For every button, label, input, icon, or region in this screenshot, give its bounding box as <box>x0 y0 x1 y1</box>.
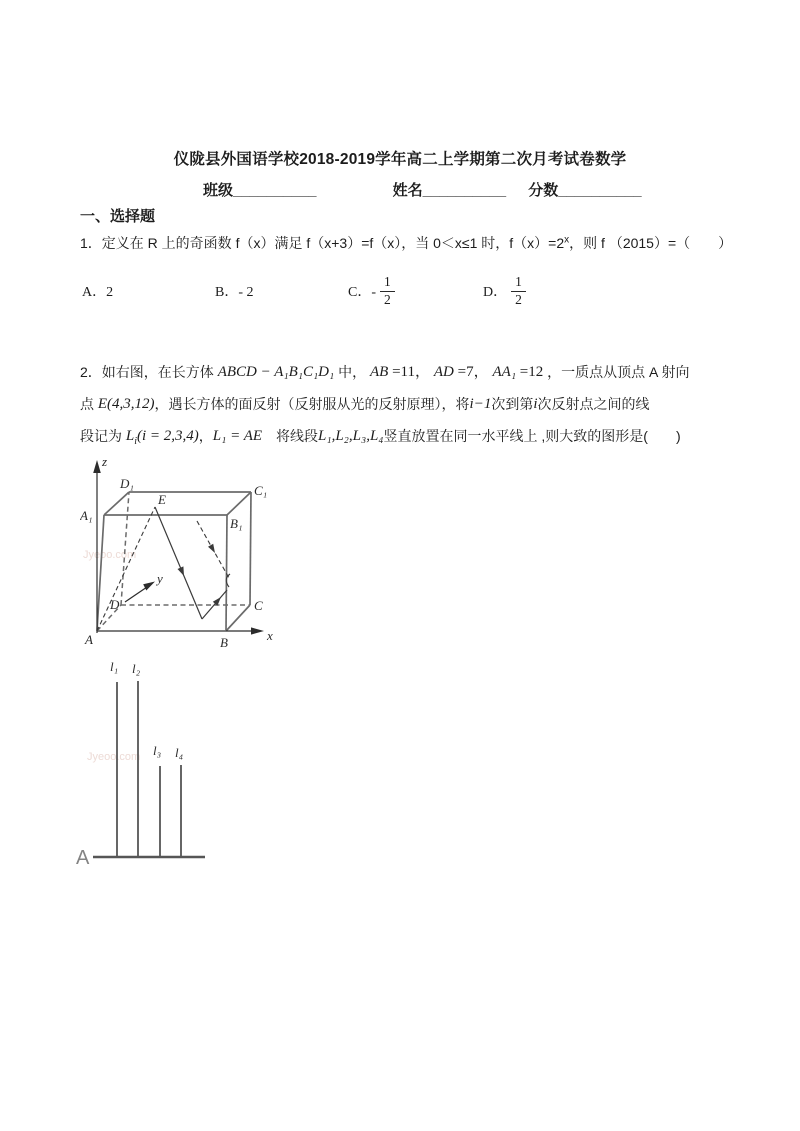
q1-option-d-fraction <box>511 275 526 308</box>
segment-bars <box>117 681 181 857</box>
q1-option-d <box>483 268 526 314</box>
q2-math: L <box>125 428 135 444</box>
q2-line-3 <box>80 420 760 452</box>
vertex-label-d: D <box>110 597 120 612</box>
label-l2: l₂ <box>132 661 141 676</box>
q2-text: ，一质点从顶点 A 射向 <box>547 364 690 380</box>
q2-math: i <box>533 396 538 412</box>
q2-math-subscript: i <box>134 436 138 447</box>
q2-math: E(4,3,12) <box>97 396 155 412</box>
exam-title: 仪陇县外国语学校2018-2019学年高二上学期第二次月考试卷数学 <box>173 151 627 168</box>
option-a-figure <box>75 645 375 873</box>
q2-text: 次反射点之间的线 <box>537 396 650 412</box>
q2-text: ，遇长方体的面反射（反射服从光的反射原理），将 <box>154 396 470 412</box>
q2-line-2 <box>80 388 760 420</box>
q1-option-a: A．2 <box>82 285 114 300</box>
q2-text: 次到第 <box>491 396 534 412</box>
q2-line-1 <box>80 356 760 388</box>
q2-math: L₁,L₂,L₃,L₄ <box>318 428 384 444</box>
q2-math: (i = 2,3,4) <box>137 428 199 444</box>
vertex-label-b1: B₁ <box>230 516 243 531</box>
light-ray-path <box>97 507 230 631</box>
option-a-label: A <box>76 847 90 869</box>
q2-text: 2．如右图，在长方体 <box>80 364 214 380</box>
q1-text-2: ，则 f （2015）=（ ） <box>569 235 733 251</box>
q1-option-c-fraction <box>380 275 395 308</box>
q1-option-b: B．- 2 <box>215 285 254 300</box>
score-field: 分数__________ <box>528 182 642 199</box>
q2-math: i−1 <box>469 396 492 412</box>
cuboid-figure <box>80 450 280 655</box>
label-l4: l₄ <box>175 745 184 760</box>
q2-text: 将线段 <box>262 428 319 444</box>
q2-text: 中， <box>338 364 367 380</box>
q1-text-1: 1．定义在 R 上的奇函数 f（x）满足 f（x+3）=f（x），当 0＜x≤1 时，f（x）=2 <box>80 235 565 251</box>
class-field: 班级__________ <box>203 182 317 199</box>
q2-text: 段记为 <box>80 428 126 444</box>
q1-option-c-prefix: C．- <box>348 285 376 300</box>
point-label-e: E <box>158 492 166 507</box>
vertex-label-a1: A₁ <box>80 508 93 523</box>
fraction-denominator: 2 <box>384 291 391 307</box>
vertex-label-b: B <box>220 635 228 650</box>
q2-text: ， <box>198 428 213 444</box>
cuboid-visible-edges <box>97 492 251 631</box>
label-l1: l₁ <box>110 659 119 674</box>
q2-math: AD <box>433 364 454 380</box>
axis-label-z: z <box>102 454 108 469</box>
section-heading: 一、选择题 <box>80 208 156 225</box>
fraction-denominator: 2 <box>515 291 522 307</box>
q2-text: 点 <box>80 396 98 412</box>
name-field: 姓名__________ <box>392 182 507 199</box>
vertex-label-c1: C₁ <box>254 483 268 498</box>
q2-math: =11， <box>388 364 430 380</box>
axis-label-y: y <box>157 571 163 586</box>
q1-superscript: x <box>564 234 570 246</box>
fraction-numerator: 1 <box>511 275 526 292</box>
watermark-text: Jyeoo.com <box>87 751 141 763</box>
q2-text: 竖直放置在同一水平线上 ,则大致的图形是( ) <box>383 428 681 444</box>
q2-math: =7， <box>453 364 489 380</box>
q1-option-c <box>348 268 395 314</box>
q2-math: ABCD − A₁B₁C₁D₁ <box>217 364 335 380</box>
q2-math <box>125 428 199 447</box>
q2-math: L₁ = AE <box>212 428 263 444</box>
q2-math: =12 <box>516 364 544 380</box>
vertex-label-a: A <box>85 632 93 647</box>
fraction-numerator: 1 <box>380 275 395 292</box>
q1-option-d-prefix: D． <box>483 285 508 300</box>
label-l3: l₃ <box>153 743 162 758</box>
header-fields <box>203 179 642 200</box>
question-2 <box>80 356 760 452</box>
q2-math: AA₁ <box>492 364 517 380</box>
q2-math: AB <box>370 364 389 380</box>
axis-label-x: x <box>267 628 273 643</box>
vertex-label-c: C <box>254 598 263 613</box>
question-1 <box>80 233 760 253</box>
q1-options-row <box>80 268 740 314</box>
watermark-text: Jyeoo.com <box>83 549 137 561</box>
segment-labels <box>110 659 184 760</box>
vertex-label-d1: D₁ <box>120 476 134 491</box>
